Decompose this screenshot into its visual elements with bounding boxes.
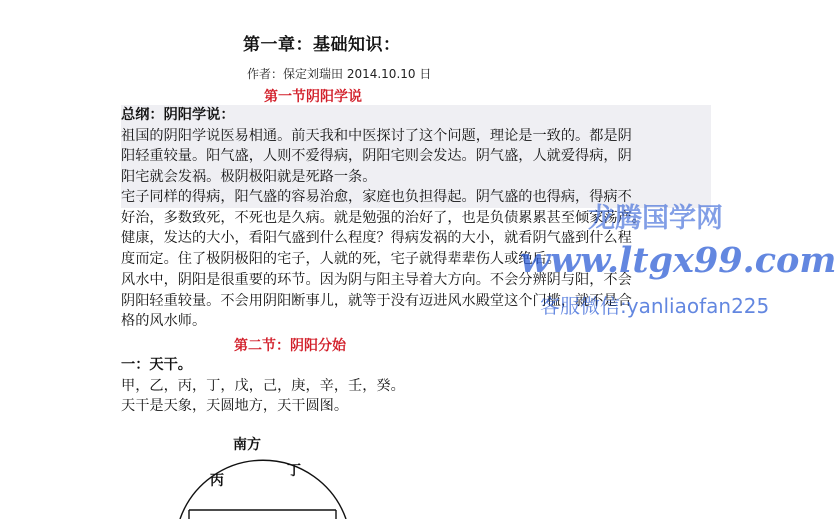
chapter-title: 第一章：基础知识： <box>243 35 401 55</box>
diagram-label-bing: 丙 <box>210 473 224 489</box>
paragraph-line: 好治，多数致死，不死也是久病。就是勉强的治好了，也是负债累累甚至倾家荡产。 <box>121 209 646 226</box>
paragraph-line: 宅子同样的得病，阳气盛的容易治愈，家庭也负担得起。阴气盛的也得病，得病不 <box>121 187 711 208</box>
paragraph-line: 阴阳轻重较量。不会用阴阳断事儿，就等于没有迈进风水殿堂这个门槛，就不是合 <box>121 292 632 309</box>
watermark-contact: 客服微信:yanliaofan225 <box>540 294 770 318</box>
section2-heading: 一：天干。 <box>121 357 192 373</box>
paragraph-line: 甲，乙，丙，丁，戊，己，庚，辛，壬，癸。 <box>121 377 405 394</box>
watermark-site-name: 龙腾国学网 <box>588 203 723 234</box>
paragraph-line: 度而定。住了极阴极阳的宅子，人就的死，宅子就得辈辈伤人或绝后。 <box>121 250 561 267</box>
paragraph-line: 祖国的阴阳学说医易相通。前天我和中医探讨了这个问题，理论是一致的。都是阴 <box>121 126 711 147</box>
paragraph-line: 健康，发达的大小，看阳气盛到什么程度？得病发祸的大小，就看阴气盛到什么程 <box>121 230 632 246</box>
paragraph-line: 格的风水师。 <box>121 313 207 329</box>
paragraph-line: 风水中，阴阳是很重要的环节。因为阴与阳主导着大方向。不会分辨阴与阳，不会 <box>121 272 632 288</box>
author-line: 作者：保定刘瑞田 2014.10.10 日 <box>247 67 432 81</box>
section2-block <box>121 355 711 417</box>
heavenly-stems-circle-diagram <box>170 430 370 519</box>
section1-block-1 <box>121 105 711 187</box>
section1-heading: 总纲：阴阳学说： <box>121 105 711 126</box>
paragraph-line: 天干是天象，天圆地方，天干圆图。 <box>121 398 349 414</box>
paragraph-line: 阳宅就会发祸。极阴极阳就是死路一条。 <box>121 167 711 188</box>
paragraph-line: 阳轻重较量。阳气盛，人则不爱得病，阴阳宅则会发达。阴气盛，人就爱得病，阴 <box>121 146 711 167</box>
section-title-2: 第二节：阴阳分始 <box>234 338 346 354</box>
section-title-1: 第一节阴阳学说 <box>264 89 362 105</box>
watermark-url: www.ltgx99.com <box>520 240 836 281</box>
diagram-south-label: 南方 <box>233 437 261 453</box>
diagram-label-ding: 丁 <box>287 463 301 479</box>
